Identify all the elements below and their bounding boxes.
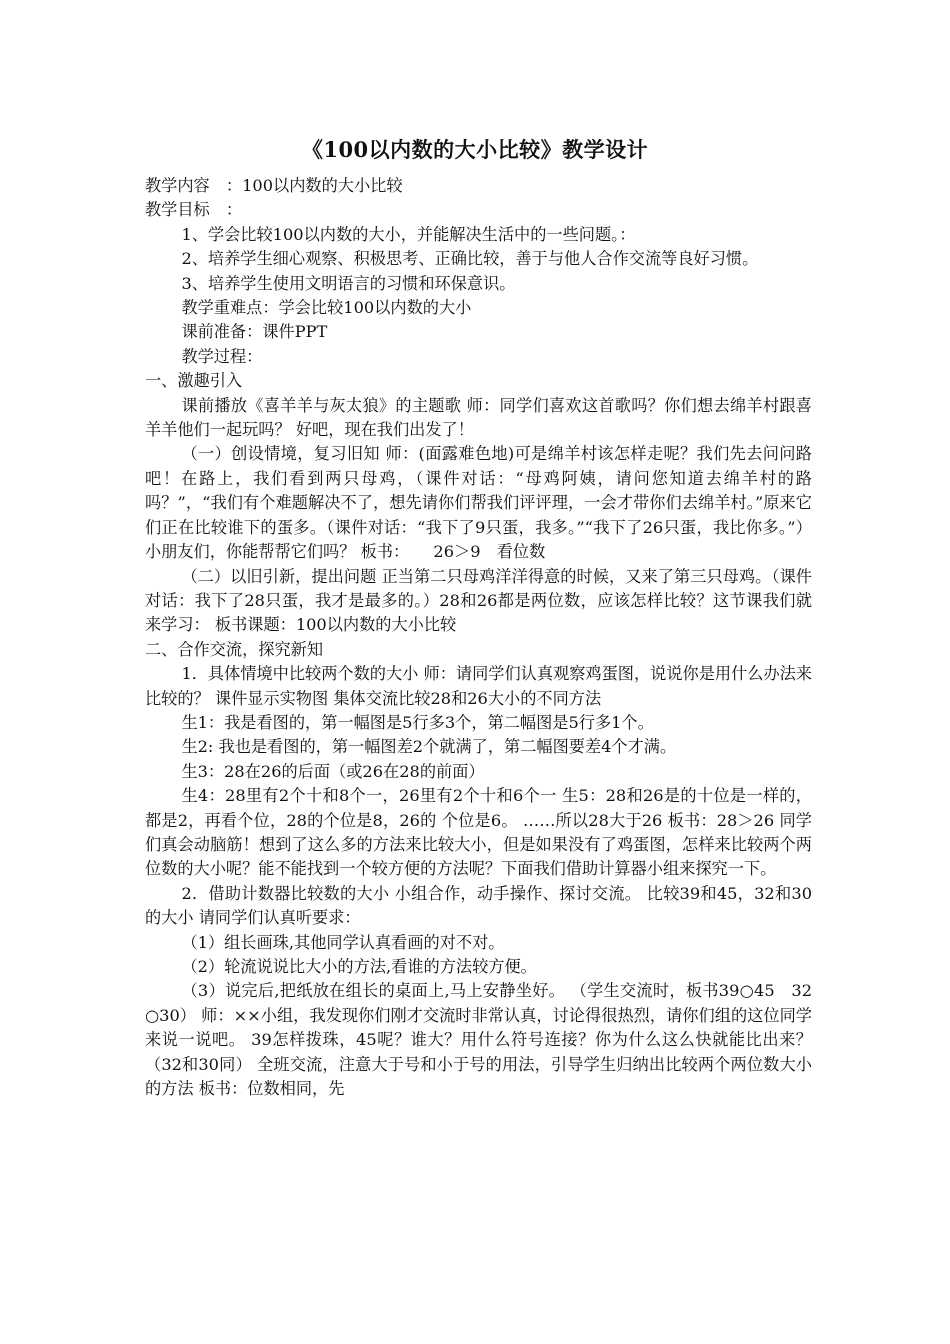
paragraph: 教学过程：	[181, 346, 263, 366]
paragraph: （1）组长画珠,其他同学认真看画的对不对。	[181, 932, 505, 952]
paragraph: 课前播放《喜羊羊与灰太狼》的主题歌 师：同学们喜欢这首歌吗？你们想去绵羊村跟喜羊羊他们一起玩吗？ 好吧，现在我们出发了！	[145, 395, 812, 440]
paragraph: 教学重难点：学会比较100以内数的大小	[181, 298, 472, 318]
paragraph: 一、激趣引入	[145, 371, 243, 391]
paragraph: 课前准备：课件PPT	[181, 322, 328, 342]
paragraph: 生2: 我也是看图的，第一幅图差2个就满了，第二幅图要差4个才满。	[181, 737, 677, 757]
paragraph: 2、培养学生细心观察、积极思考、正确比较，善于与他人合作交流等良好习惯。	[181, 249, 759, 269]
paragraph: （一）创设情境，复习旧知 师：(面露难色地)可是绵羊村该怎样走呢？我们先去问问路吧！在路上，我们看到两只母鸡，（课件对话：“母鸡阿姨，请问您知道去绵羊村的路吗？”，“我们有个难题解决不了，想先请你们帮我们评评理，一会才带你们去绵羊村。”原来它们正在比较谁下的蛋多。（课件对话：“我下了9只蛋，我多。”“我下了26只蛋，我比你多。”）小朋友们，你能帮帮它们吗？ 板书： 26＞9 看位数	[145, 444, 812, 562]
document-body	[145, 174, 812, 1101]
paragraph: （2）轮流说说比大小的方法,看谁的方法较方便。	[181, 957, 537, 976]
paragraph: （二）以旧引新，提出问题 正当第二只母鸡洋洋得意的时候，又来了第三只母鸡。（课件对话：我下了28只蛋，我才是最多的。）28和26都是两位数，应该怎样比较？这节课我们就来学习： 板书课题：100以内数的大小比较	[145, 566, 812, 635]
paragraph: 生1：我是看图的，第一幅图是5行多3个，第二幅图是5行多1个。	[181, 712, 654, 732]
document-title: 《100以内数的大小比较》教学设计	[301, 137, 649, 162]
paragraph: （3）说完后,把纸放在组长的桌面上,马上安静坐好。 （学生交流时，板书39○45 32○30） 师：××小组，我发现你们刚才交流时非常认真，讨论得很热烈，请你们组的这位同学来说一说吧。 39怎样拨珠，45呢？谁大？用什么符号连接？你为什么这么快就能比出来？（32和30同） 全班交流，注意大于号和小于号的用法，引导学生归纳出比较两个两位数大小的方法 板书：位数相同，先	[145, 981, 812, 1099]
paragraph: 教学目标 ：	[145, 200, 243, 220]
paragraph: 生4：28里有2个十和8个一，26里有2个十和6个一 生5：28和26是的十位是一样的，都是2，再看个位，28的个位是8，26的 个位是6。 ……所以28大于26 板书：28＞26 同学们真会动脑筋！想到了这么多的方法来比较大小，但是如果没有了鸡蛋图，怎样来比较两个两位数的大小呢？能不能找到一个较方便的方法呢？下面我们借助计算器小组来探究一下。	[145, 786, 812, 879]
paragraph: 2．借助计数器比较数的大小 小组合作，动手操作、探讨交流。 比较39和45，32和30的大小 请同学们认真听要求：	[145, 883, 812, 928]
paragraph: 1、学会比较100以内数的大小，并能解决生活中的一些问题。：	[181, 224, 636, 244]
paragraph: 二、合作交流，探究新知	[145, 639, 324, 659]
paragraph: 1．具体情境中比较两个数的大小 师：请同学们认真观察鸡蛋图，说说你是用什么办法来比较的？ 课件显示实物图 集体交流比较28和26大小的不同方法	[145, 664, 813, 708]
paragraph: 生3：28在26的后面（或26在28的前面）	[181, 761, 485, 781]
paragraph: 3、培养学生使用文明语言的习惯和环保意识。	[181, 273, 516, 293]
paragraph: 教学内容 ：100以内数的大小比较	[145, 176, 403, 195]
